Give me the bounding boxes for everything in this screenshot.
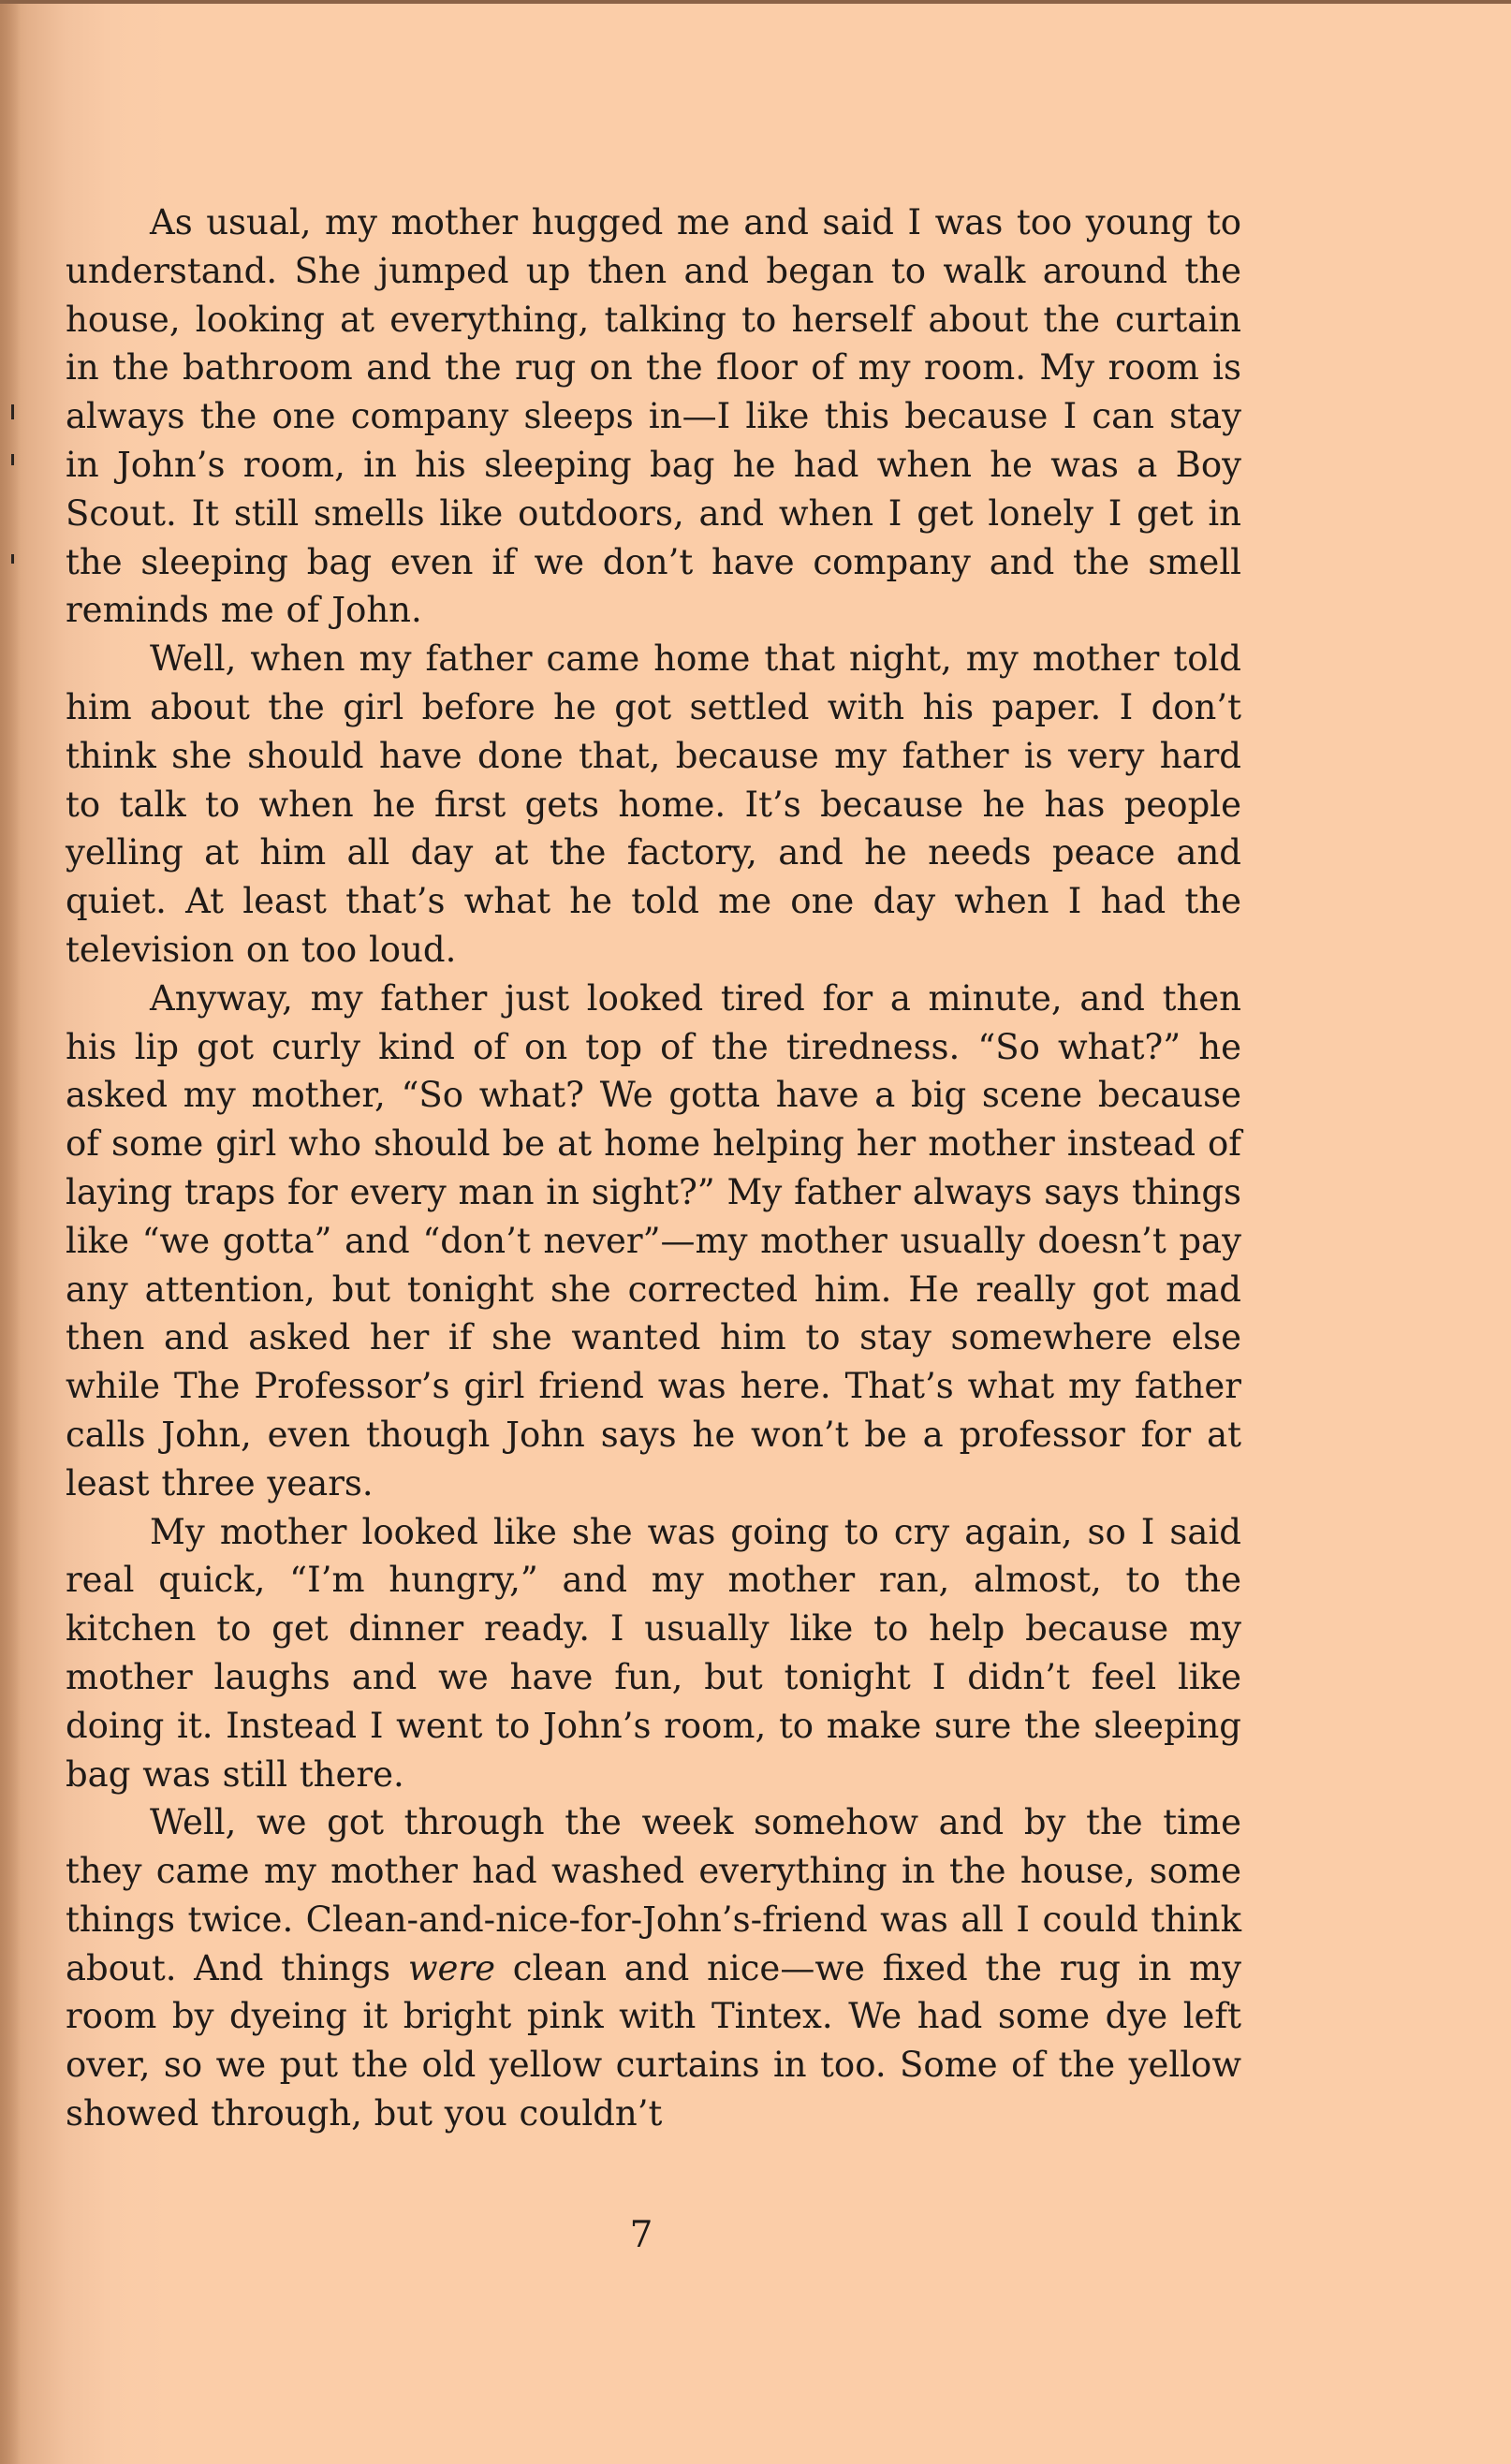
paragraph-text: clean and nice—we fixed the rug in my room by dyeing it bright pink with Tintex. We had some dye left over, so we put the old yellow curtains in too. Some of the yellow showed through, but you couldn’t <box>66 1947 1241 2134</box>
page-number: 7 <box>629 2214 653 2256</box>
paragraph: Well, when my father came home that night, my mother told him about the girl before he got settled with his paper. I don’t think she should have done that, because my father is very hard to talk to when he first gets home. It’s because he has people yelling at him all day at the factory, and he needs peace and quiet. At least that’s what he told me one day when I had the television on too loud. <box>66 638 1241 970</box>
paragraph: As usual, my mother hugged me and said I was too young to understand. She jumped up then and began to walk around the house, looking at everything, talking to herself about the curtain in the bathroom and the rug on the floor of my room. My room is always the one company sleeps in—I like this because I can stay in John’s room, in his sleeping bag he had when he was a Boy Scout. It still smells like outdoors, and when I get lonely I get in the sleeping bag even if we don’t have company and the smell reminds me of John. <box>66 202 1241 631</box>
paragraph <box>66 1798 1241 2138</box>
margin-mark <box>11 454 14 465</box>
paragraph-text: Well, we got through the week somehow and by the time they came my mother had washed everything in the house, some things twice. Clean-and-nice-for-John’s-friend was all I could think about. And things <box>66 1802 1241 1988</box>
paragraph: Anyway, my father just looked tired for a minute, and then his lip got curly kind of on top of the tiredness. “So what?” he asked my mother, “So what? We gotta have a big scene because of some girl who should be at home helping her mother instead of laying traps for every man in sight?” My father always says things like “we gotta” and “don’t never”—my mother usually doesn’t pay any attention, but tonight she corrected him. He really got mad then and asked her if she wanted him to stay somewhere else while The Professor’s girl friend was here. That’s what my father calls John, even though John says he won’t be a professor for at least three years. <box>66 977 1241 1503</box>
body-text <box>66 198 1241 2138</box>
italic-word: were <box>407 1947 496 1988</box>
margin-mark <box>11 554 14 564</box>
paragraph: My mother looked like she was going to cry again, so I said real quick, “I’m hungry,” and my mother ran, almost, to the kitchen to get dinner ready. I usually like to help because my mother laughs and we have fun, but tonight I didn’t feel like doing it. Instead I went to John’s room, to make sure the sleeping bag was still there. <box>66 1511 1241 1795</box>
page-top-edge <box>0 0 1511 4</box>
margin-mark <box>11 404 14 419</box>
spine-shadow <box>0 0 21 2464</box>
